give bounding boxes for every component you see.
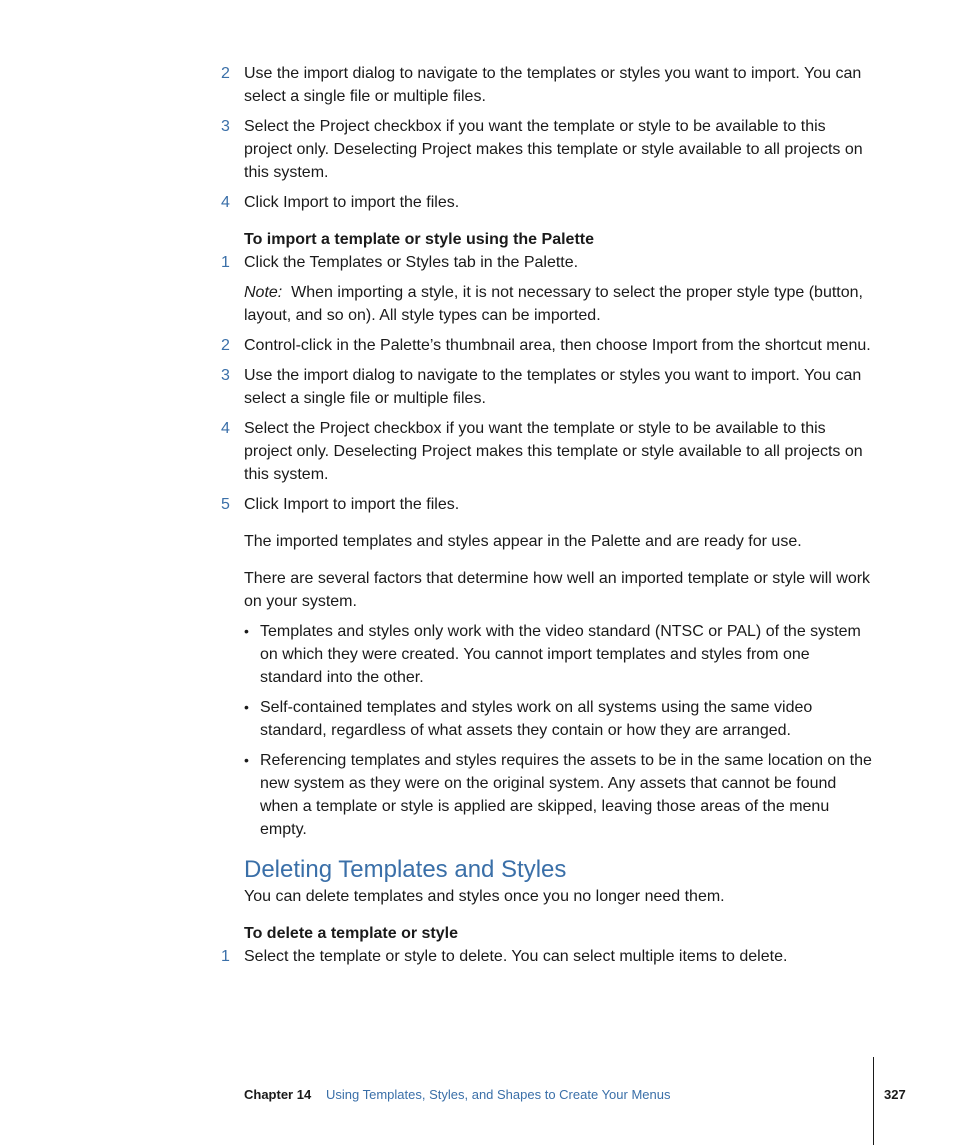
bullet-text: Templates and styles only work with the video standard (NTSC or PAL) of the system on which they were created. You cannot import templates and styles from one standard into the other. [260, 623, 861, 686]
task-heading-delete: To delete a template or style [244, 925, 458, 942]
note-text: When importing a style, it is not necessary to select the proper style type (button, layout, and so on). All style types can be imported. [244, 284, 863, 324]
step-text: Select the template or style to delete. You can select multiple items to delete. [244, 948, 788, 965]
bullet-text: Referencing templates and styles requires the assets to be in the same location on the new system as they were on the original system. Any assets that cannot be found when a template or style is applied are skipped, leaving those areas of the menu empty. [260, 752, 872, 838]
step-text: Click Import to import the files. [244, 194, 460, 211]
bullet-dot: • [244, 623, 249, 639]
step-number: 2 [221, 337, 230, 354]
bullet-text: Self-contained templates and styles work on all systems using the same video standard, regardless of what assets they contain or how they are arranged. [260, 699, 813, 739]
step-number: 4 [221, 420, 230, 437]
task-heading-palette: To import a template or style using the Palette [244, 231, 594, 248]
footer-chapter: Chapter 14 [244, 1087, 312, 1102]
footer-divider [873, 1057, 874, 1145]
bullet-dot: • [244, 699, 249, 715]
body-paragraph: There are several factors that determine how well an imported template or style will work on your system. [244, 570, 871, 610]
step-text: Click the Templates or Styles tab in the Palette. [244, 254, 579, 271]
body-paragraph: The imported templates and styles appear in the Palette and are ready for use. [244, 533, 802, 550]
section-title: Deleting Templates and Styles [244, 856, 567, 883]
section-intro: You can delete templates and styles once you no longer need them. [244, 888, 725, 905]
step-number: 4 [221, 194, 230, 211]
step-text: Use the import dialog to navigate to the templates or styles you want to import. You can select a single file or multiple files. [244, 65, 862, 105]
page-number: 327 [884, 1087, 906, 1102]
bullet-dot: • [244, 752, 249, 768]
step-number: 1 [221, 948, 230, 965]
step-number: 2 [221, 65, 230, 82]
footer-chapter-title: Using Templates, Styles, and Shapes to Create Your Menus [326, 1087, 671, 1102]
step-text: Control-click in the Palette’s thumbnail area, then choose Import from the shortcut menu. [244, 337, 871, 354]
step-text: Select the Project checkbox if you want the template or style to be available to this project only. Deselecting Project makes this template or style available to all projects on this system. [244, 420, 863, 483]
step-number: 5 [221, 496, 230, 513]
step-number: 1 [221, 254, 230, 271]
step-number: 3 [221, 118, 230, 135]
step-text: Click Import to import the files. [244, 496, 460, 513]
note [244, 281, 876, 327]
step-text: Use the import dialog to navigate to the templates or styles you want to import. You can select a single file or multiple files. [244, 367, 862, 407]
step-text: Select the Project checkbox if you want the template or style to be available to this project only. Deselecting Project makes this template or style available to all projects on this system. [244, 118, 863, 181]
step-number: 3 [221, 367, 230, 384]
note-label: Note: [244, 284, 283, 301]
